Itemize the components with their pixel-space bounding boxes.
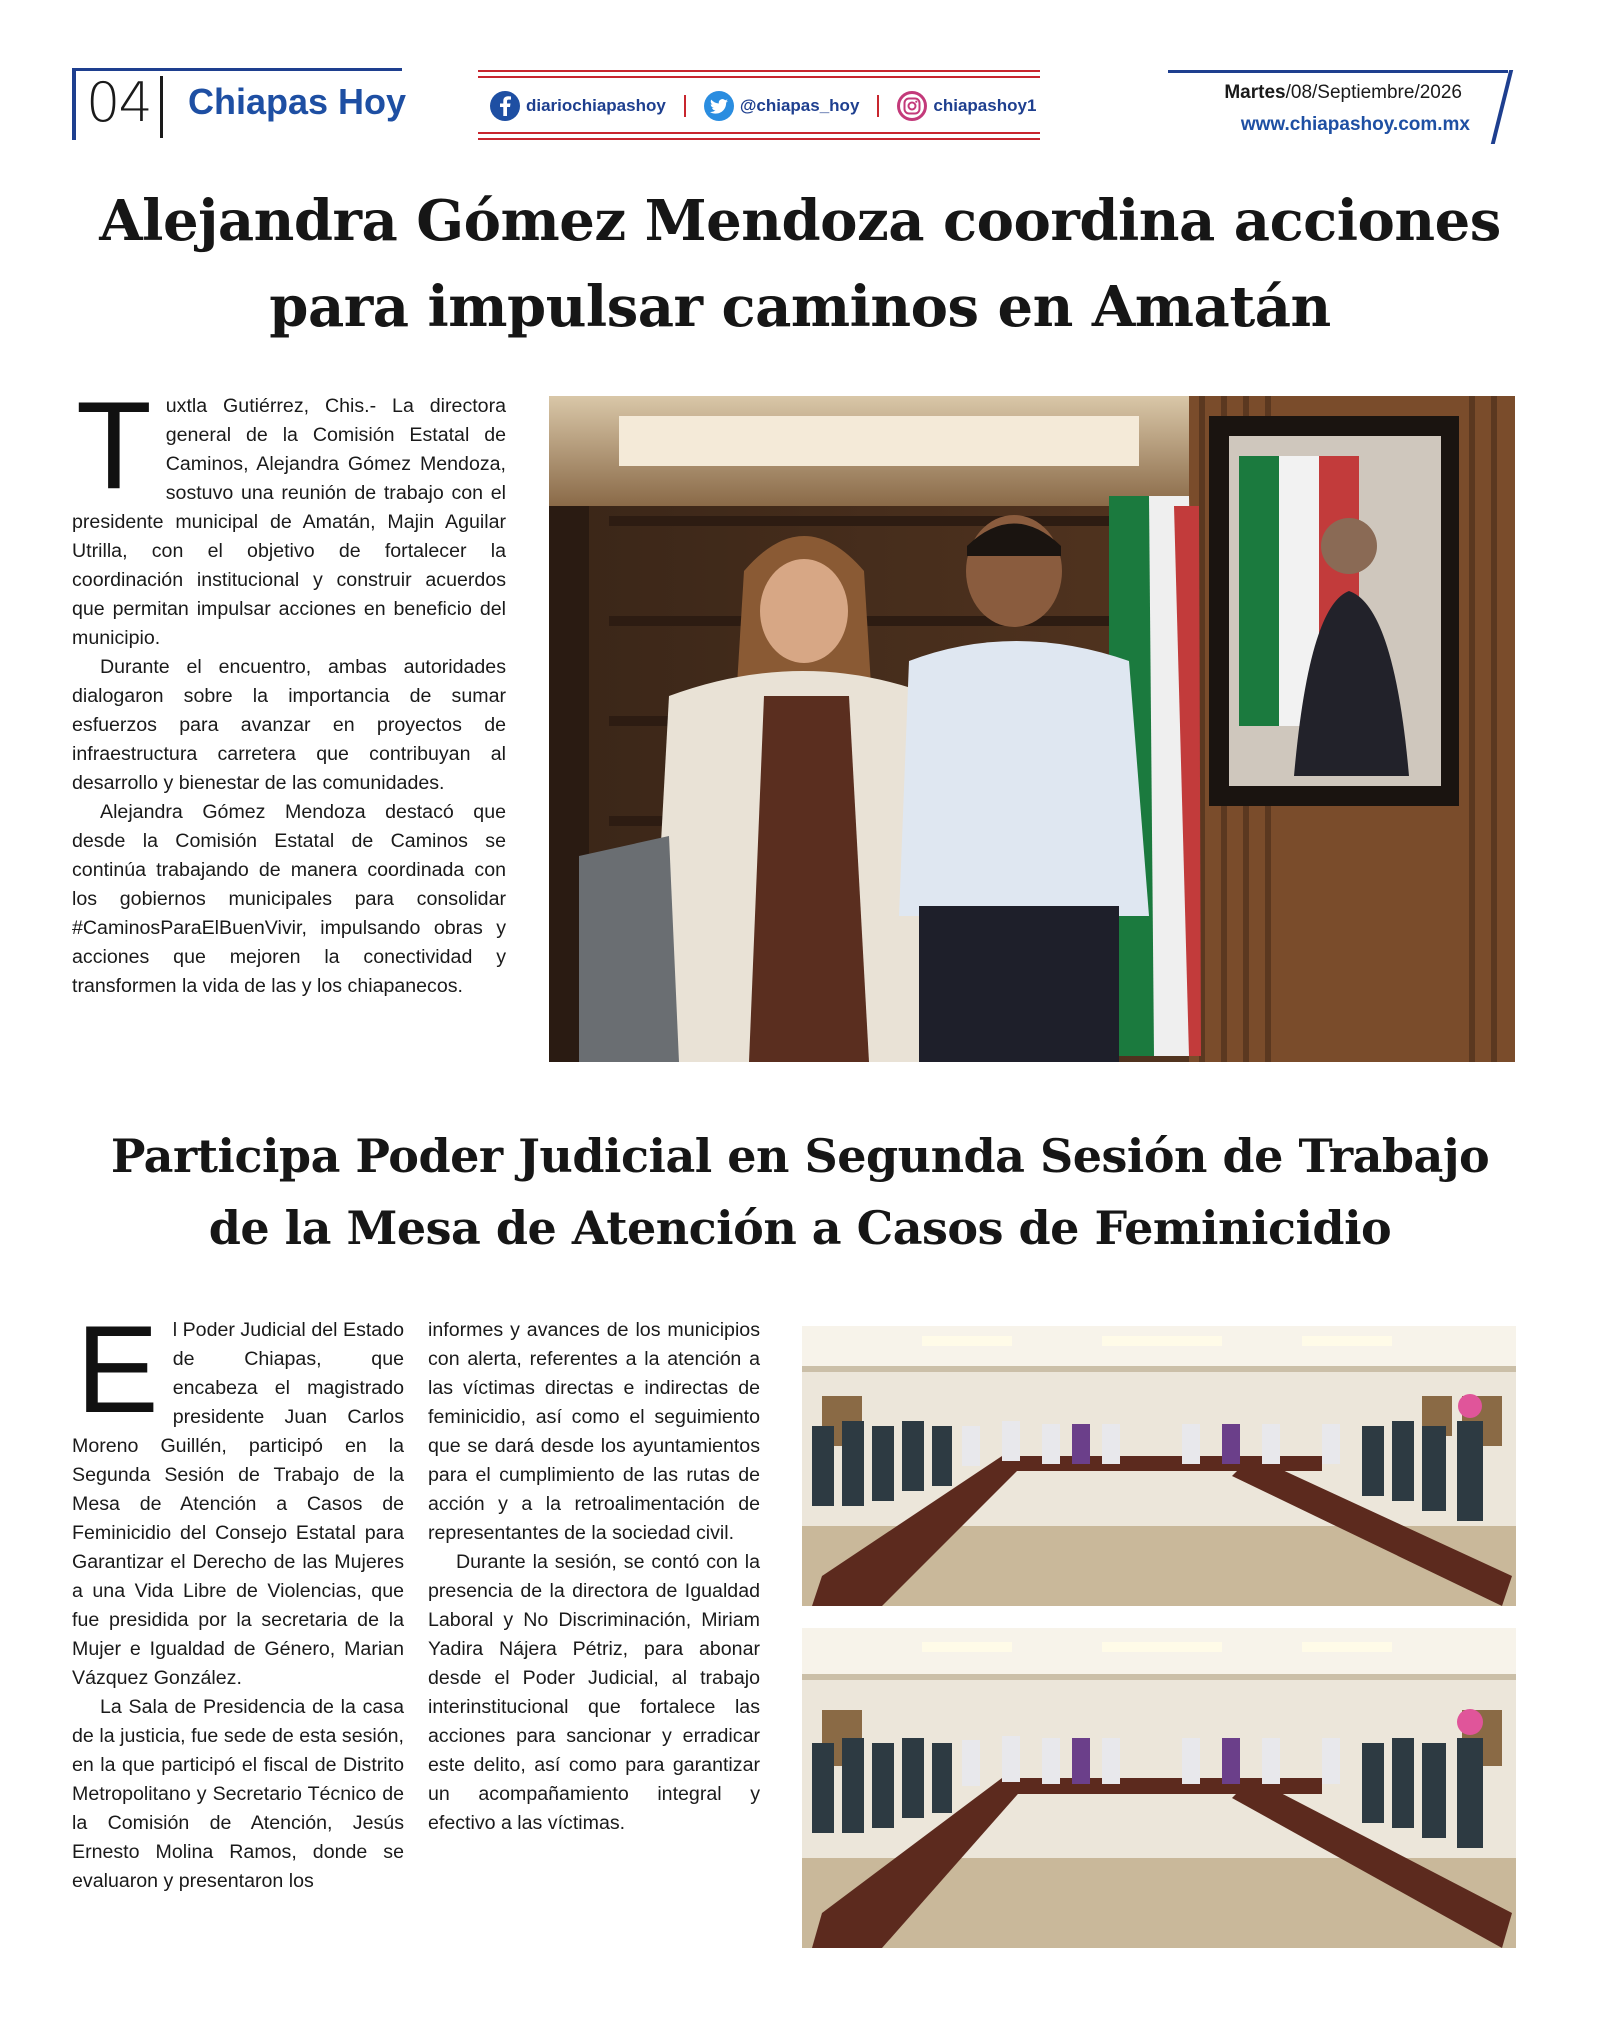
twitter-link[interactable] bbox=[704, 91, 860, 121]
article2-photo-1 bbox=[802, 1326, 1516, 1606]
instagram-handle: chiapashoy1 bbox=[933, 96, 1037, 115]
article2-dropcap: E bbox=[76, 1301, 159, 1439]
article2-paragraph: Durante la sesión, se contó con la presencia de la directora de Igualdad Laboral y No Discriminación, Miriam Yadira Nájera Pétriz, para abonar desde el Poder Judicial, al trabajo interinstitucional que fortalece las acciones para sancionar y erradicar este delito, así como para garantizar un acompañamiento integral y efectivo a las víctimas. bbox=[428, 1551, 760, 1834]
article1-photo bbox=[549, 396, 1515, 1062]
article1-headline-line2: para impulsar caminos en Amatán bbox=[269, 274, 1331, 340]
article2-headline bbox=[72, 1120, 1528, 1264]
social-links-bar bbox=[478, 70, 1040, 140]
date-weekday: Martes bbox=[1224, 82, 1286, 103]
facebook-handle: diariochiapashoy bbox=[526, 96, 666, 115]
article1-body bbox=[72, 377, 506, 1001]
issue-date bbox=[1224, 82, 1462, 104]
article2-headline-line1: Participa Poder Judicial en Segunda Sesión de Trabajo bbox=[110, 1129, 1490, 1183]
article1-paragraph: Durante el encuentro, ambas autoridades dialogaron sobre la importancia de sumar esfuerzos para avanzar en proyectos de infraestructura carretera que contribuyan al desarrollo y bienestar de las comunidades. bbox=[72, 656, 506, 794]
article2-headline-line2: de la Mesa de Atención a Casos de Feminicidio bbox=[208, 1201, 1392, 1255]
article2-paragraph: El Poder Judicial del Estado de Chiapas, que encabeza el magistrado presidente Juan Carlos Moreno Guillén, participó en la Segunda Sesión de Trabajo de la Mesa de Atención a Casos de Feminicidio del Consejo Estatal para Garantizar el Derecho de las Mujeres a una Vida Libre de Violencias, que fue presidida por la secretaria de la Mujer e Igualdad de Género, Marian Vázquez González. bbox=[72, 1301, 404, 1689]
section-name: Chiapas Hoy bbox=[188, 81, 407, 122]
twitter-icon bbox=[704, 91, 734, 121]
facebook-link[interactable] bbox=[490, 91, 666, 121]
article1-paragraph: Tuxtla Gutiérrez, Chis.- La directora general de la Comisión Estatal de Caminos, Alejandra Gómez Mendoza, sostuvo una reunión de trabajo con el presidente municipal de Amatán, Majin Aguilar Utrilla, con el objetivo de fortalecer la coordinación institucional y construir acuerdos que permitan impulsar acciones en beneficio del municipio. bbox=[72, 377, 506, 649]
twitter-handle: @chiapas_hoy bbox=[739, 96, 860, 115]
article2-paragraph: informes y avances de los municipios con alerta, referentes a la atención a las víctimas directas e indirectas de feminicidio, así como el seguimiento que se dará desde los ayuntamientos para el cumplimiento de las rutas de acción y a la retroalimentación de representantes de la sociedad civil. bbox=[428, 1319, 760, 1544]
page-number-divider bbox=[160, 76, 163, 138]
article2-photo-2 bbox=[802, 1628, 1516, 1948]
instagram-icon bbox=[897, 91, 927, 121]
article1-headline-line1: Alejandra Gómez Mendoza coordina acciones bbox=[99, 188, 1501, 254]
social-divider bbox=[684, 95, 686, 117]
page-number: 04 bbox=[86, 71, 151, 134]
social-divider bbox=[877, 95, 879, 117]
article2-column-2 bbox=[428, 1316, 760, 1838]
article1-headline bbox=[72, 178, 1528, 350]
header-bar bbox=[72, 68, 76, 140]
article1-paragraph: Alejandra Gómez Mendoza destacó que desde la Comisión Estatal de Caminos se continúa trabajando de manera coordinada con los gobiernos municipales para consolidar #CaminosParaElBuenVivir, impulsando obras y acciones que mejoren la conectividad y transformen la vida de las y los chiapanecos. bbox=[72, 801, 506, 997]
article1-dropcap: T bbox=[76, 377, 152, 515]
header-rule-right bbox=[1168, 70, 1508, 73]
website-link[interactable]: www.chiapashoy.com.mx bbox=[1240, 114, 1470, 135]
header-slash bbox=[1491, 70, 1513, 144]
date-rest: /08/Septiembre/2026 bbox=[1285, 82, 1462, 103]
facebook-icon bbox=[490, 91, 520, 121]
article2-column-1 bbox=[72, 1301, 404, 1896]
article2-paragraph: La Sala de Presidencia de la casa de la justicia, fue sede de esta sesión, en la que participó el fiscal de Distrito Metropolitano y Secretario Técnico de la Comisión de Atención, Jesús Ernesto Molina Ramos, donde se evaluaron y presentaron los bbox=[72, 1696, 404, 1892]
instagram-link[interactable] bbox=[897, 91, 1036, 121]
